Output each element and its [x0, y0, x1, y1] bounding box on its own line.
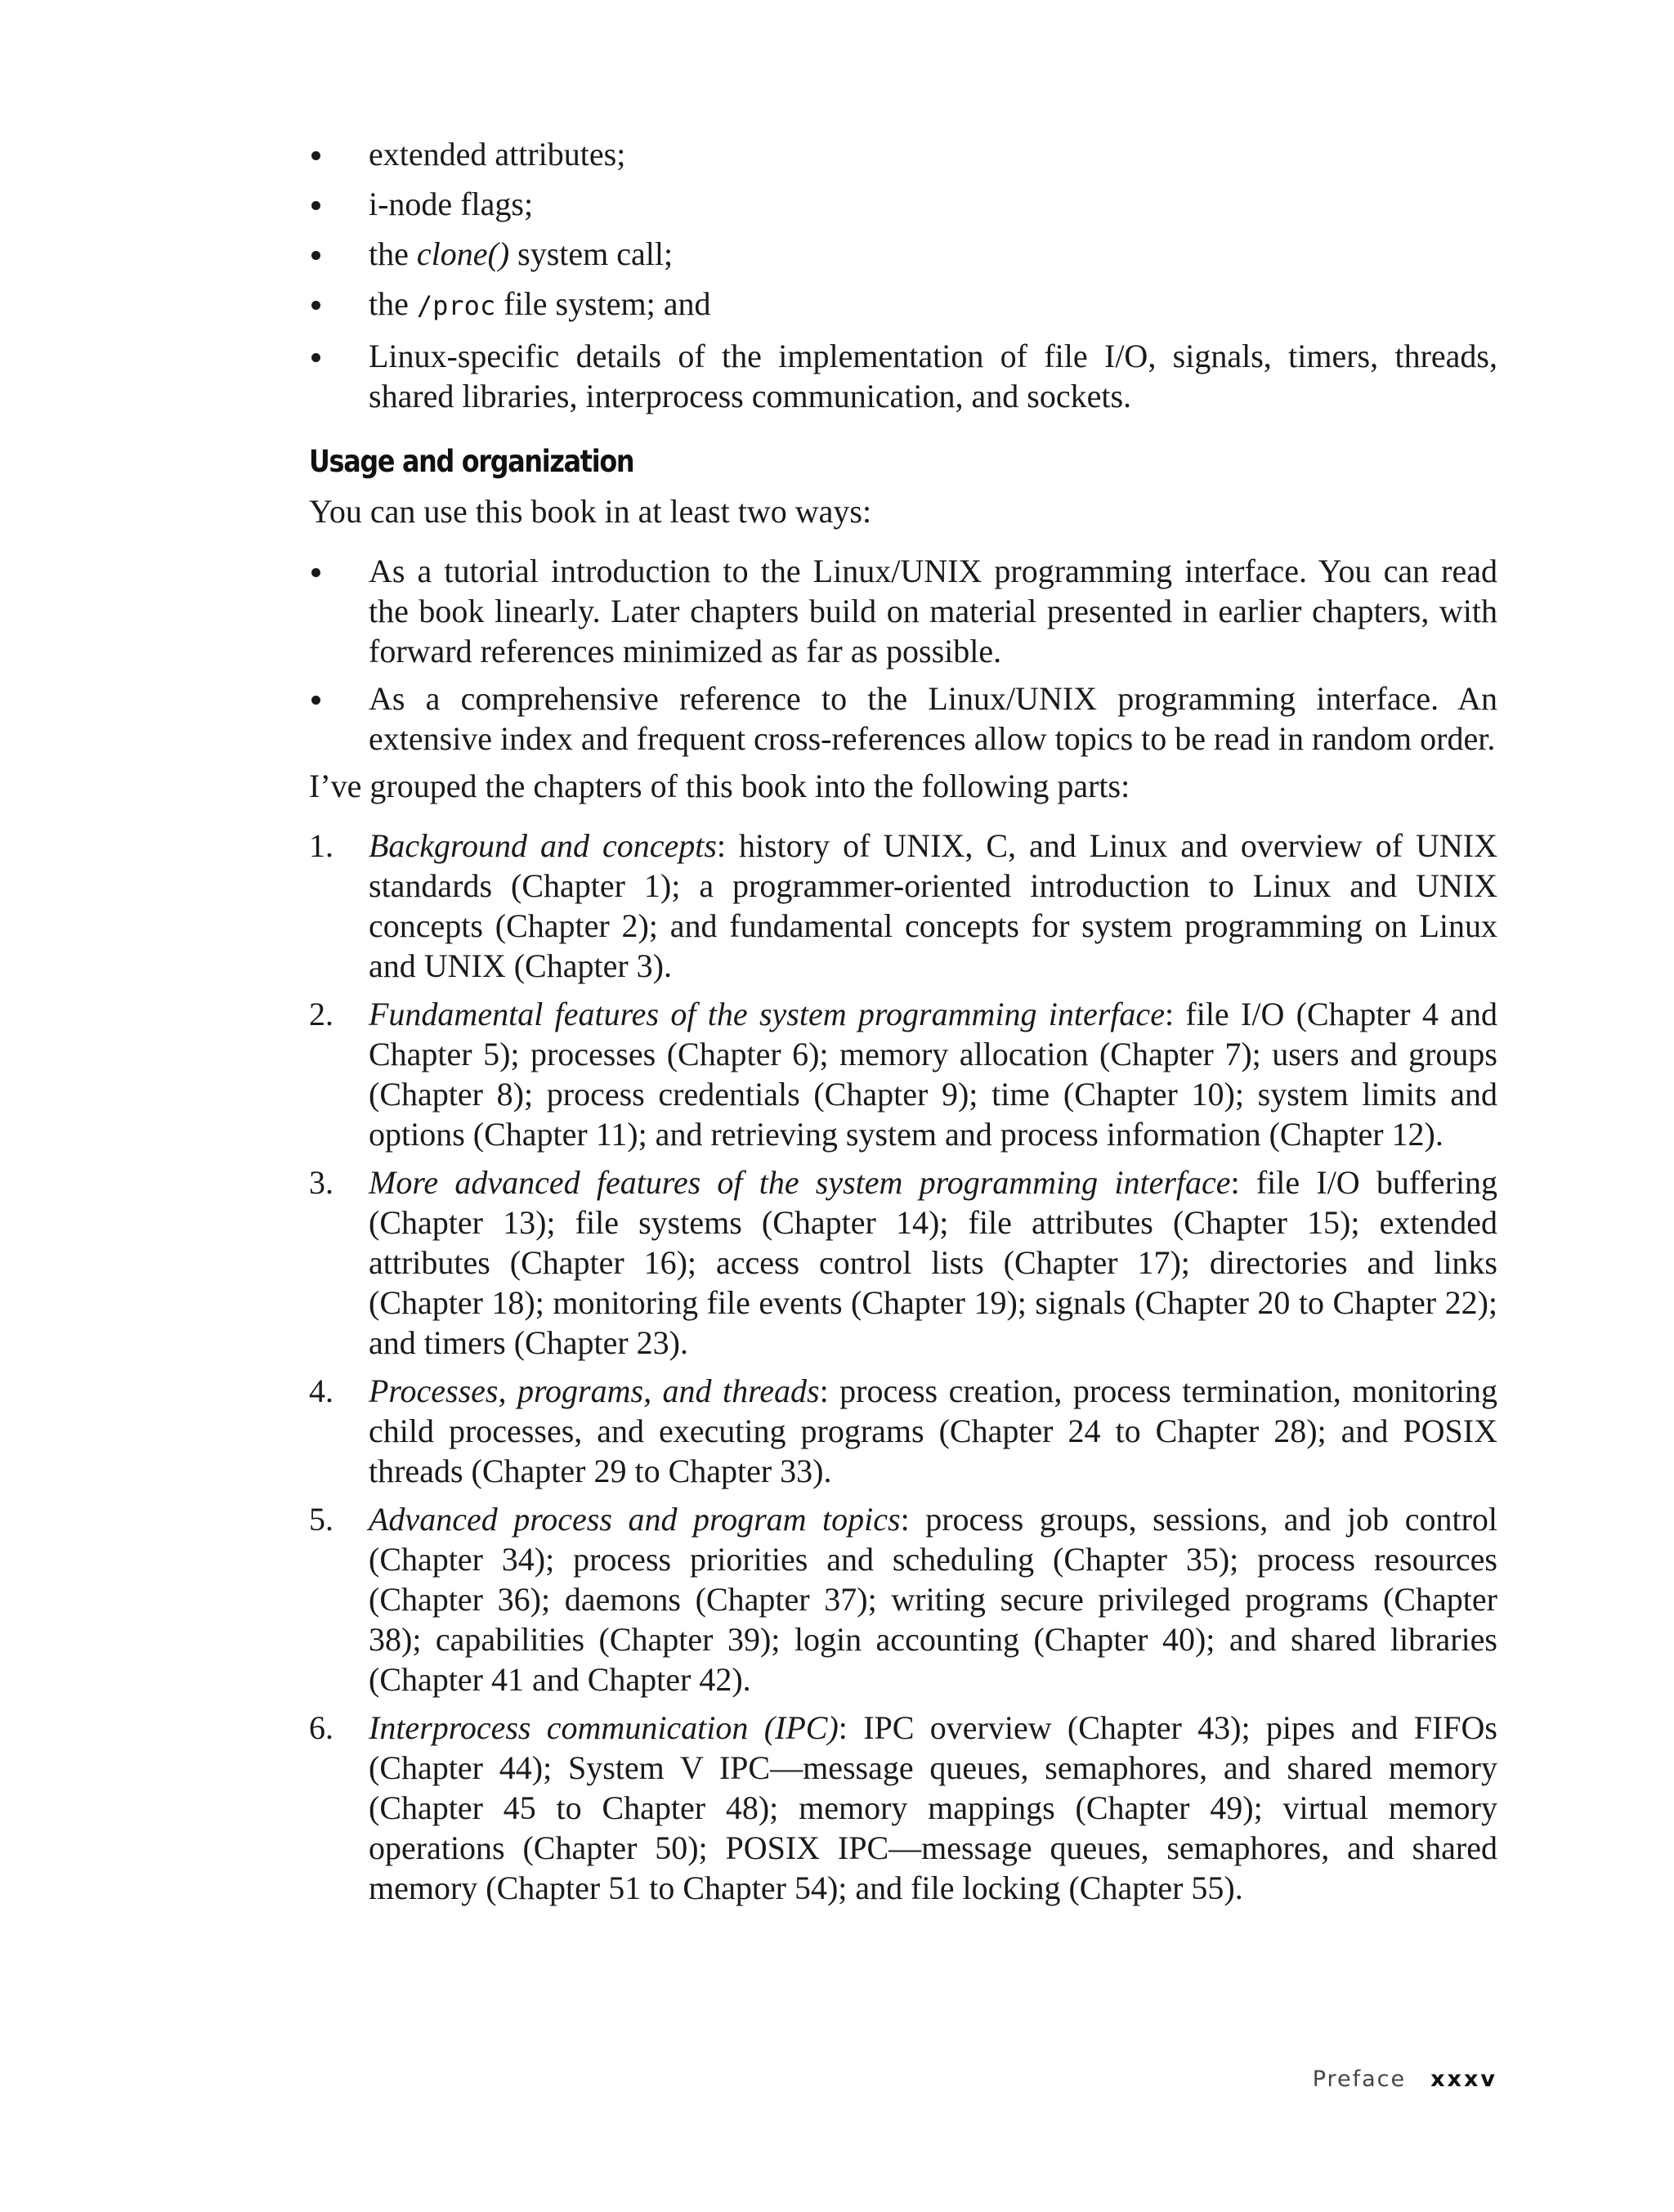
part-number: 6. [309, 1709, 333, 1746]
part-item [309, 1162, 1497, 1363]
parts-intro-paragraph: I’ve grouped the chapters of this book into the following parts: [309, 768, 1130, 804]
part-title: Interprocess communication (IPC) [369, 1709, 839, 1746]
part-description: : history of UNIX, C, and Linux and overview of UNIX standards (Chapter 1); a programmer-oriented introduction to Linux and UNIX concepts (Chapter 2); and fundamental concepts for system programming on Linux and UNIX (Chapter 3). [369, 827, 1497, 984]
footer-section-title: Preface [1312, 2066, 1407, 2092]
part-number: 4. [309, 1372, 333, 1409]
part-title: Fundamental features of the system programming interface [369, 996, 1165, 1032]
part-description: : process creation, process termination, monitoring child processes, and executing programs (Chapter 24 to Chapter 28); and POSIX threads (Chapter 29 to Chapter 33). [369, 1372, 1498, 1489]
bullet-icon [311, 201, 320, 210]
list-item: the /proc file system; and [309, 284, 1497, 326]
parts-list [309, 826, 1497, 1908]
feature-bullet-list [309, 134, 1497, 416]
part-title: More advanced features of the system programming interface [369, 1164, 1231, 1201]
part-number: 1. [309, 827, 333, 864]
page-body [309, 134, 1497, 1916]
bullet-icon [311, 568, 320, 577]
part-item [309, 1371, 1497, 1491]
list-item: i-node flags; [309, 184, 1497, 224]
part-description: : IPC overview (Chapter 43); pipes and FIFOs (Chapter 44); System V IPC—message queues, semaphores, and shared memory (Chapter 45 to Chapter 48); memory mappings (Chapter 49); virtual memory operations (Chapter 50); POSIX IPC—message queues, semaphores, and shared memory (Chapter 51 to Chapter 54); and file locking (Chapter 55). [369, 1709, 1497, 1906]
bullet-icon [311, 353, 320, 362]
intro-paragraph: You can use this book in at least two ways: [309, 493, 872, 530]
function-name: clone() [416, 235, 510, 272]
bullet-icon [311, 696, 320, 705]
part-title: Processes, programs, and threads [369, 1372, 820, 1409]
part-description: : file I/O (Chapter 4 and Chapter 5); processes (Chapter 6); memory allocation (Chapter 7); users and groups (Chapter 8); process credentials (Chapter 9); time (Chapter 10); system limits and options (Chapter 11); and retrieving system and process information (Chapter 12). [369, 996, 1497, 1153]
list-item: extended attributes; [309, 134, 1497, 174]
part-number: 2. [309, 996, 333, 1032]
part-item [309, 1708, 1497, 1908]
part-title: Background and concepts [369, 827, 717, 864]
list-item: As a comprehensive reference to the Linux/UNIX programming interface. An extensive index and frequent cross-references allow topics to be read in random order. [309, 678, 1497, 759]
code-path: /proc [416, 290, 496, 321]
list-item: As a tutorial introduction to the Linux/UNIX programming interface. You can read the book linearly. Later chapters build on material presented in earlier chapters, with forward references minimized as far as possible. [309, 551, 1497, 671]
part-description: : file I/O buffering (Chapter 13); file systems (Chapter 14); file attributes (Chapter 15); extended attributes (Chapter 16); access control lists (Chapter 17); directories and links (Chapter 18); monitoring file events (Chapter 19); signals (Chapter 20 to Chapter 22); and timers (Chapter 23). [369, 1164, 1497, 1361]
bullet-icon [311, 151, 320, 160]
bullet-icon [311, 251, 320, 260]
part-description: : process groups, sessions, and job control (Chapter 34); process priorities and scheduling (Chapter 35); process resources (Chapter 36); daemons (Chapter 37); writing secure privileged programs (Chapter 38); capabilities (Chapter 39); login accounting (Chapter 40); and shared libraries (Chapter 41 and Chapter 42). [369, 1501, 1497, 1698]
part-title: Advanced process and program topics [369, 1501, 901, 1538]
bullet-icon [311, 301, 320, 310]
part-item [309, 1499, 1497, 1699]
page-number: xxxv [1430, 2066, 1497, 2092]
part-number: 3. [309, 1164, 333, 1201]
usage-bullet-list [309, 551, 1497, 759]
part-item [309, 826, 1497, 986]
part-number: 5. [309, 1501, 333, 1538]
part-item [309, 994, 1497, 1154]
section-heading: Usage and organization [309, 444, 634, 479]
list-item: the clone() system call; [309, 234, 1497, 274]
page-footer [1313, 2066, 1497, 2092]
list-item: Linux-specific details of the implementation of file I/O, signals, timers, threads, shared libraries, interprocess communication, and sockets. [309, 336, 1497, 416]
